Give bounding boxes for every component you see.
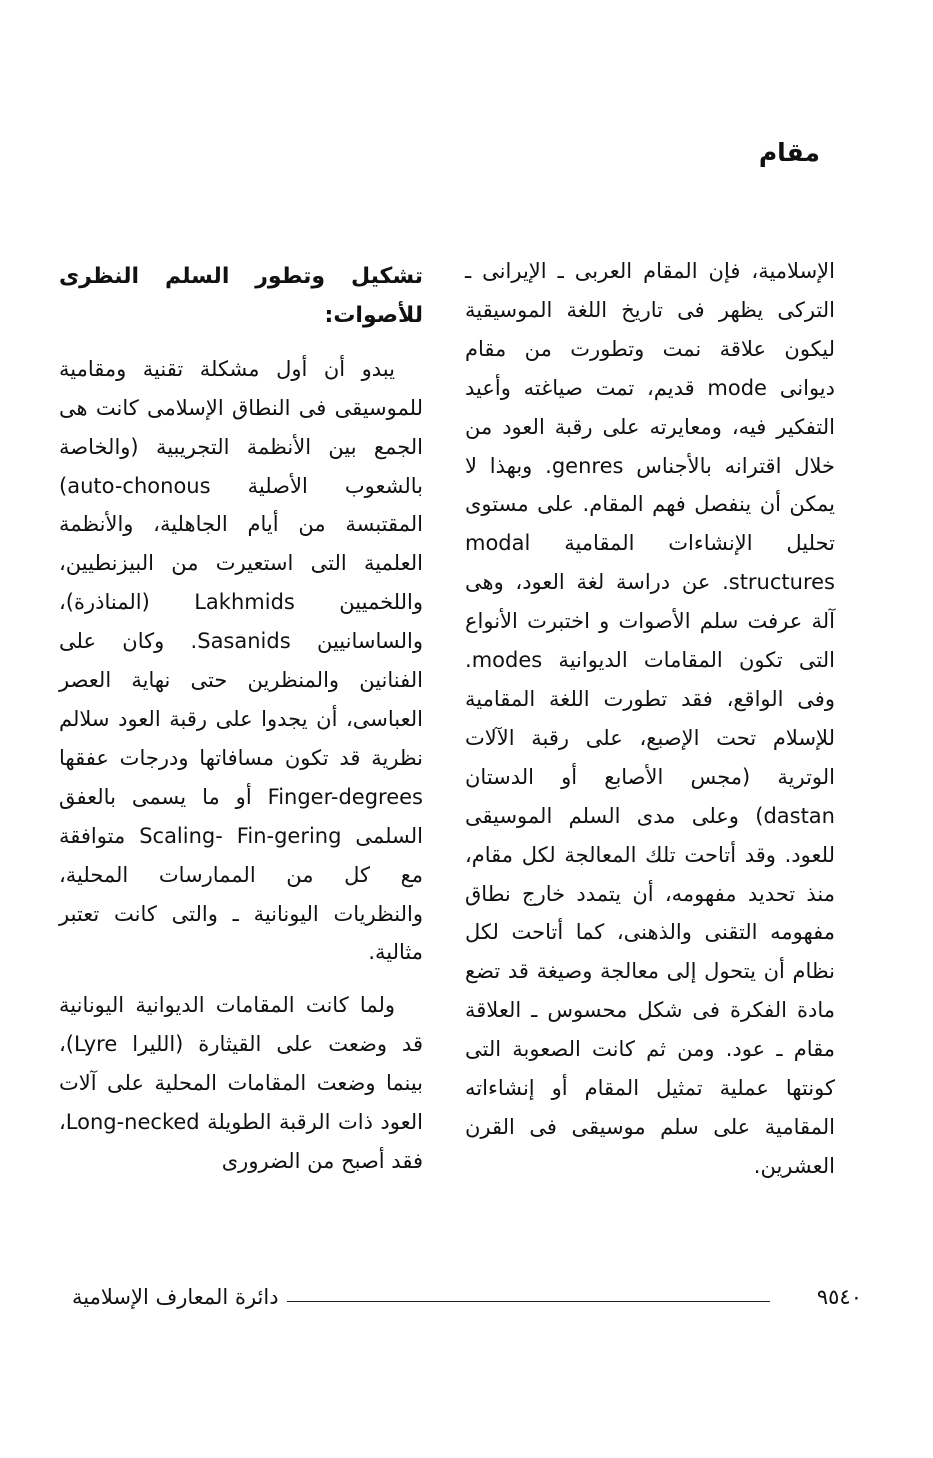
page-footer	[72, 1283, 862, 1323]
page-number: ٩٥٤٠	[816, 1285, 862, 1309]
right-column-paragraph: الإسلامية، فإن المقام العربى ـ الإيرانى ـ التركى يظهر فى تاريخ اللغة الموسيقية ليكون علاقة نمت وتطورت من مقام ديوانى mode قديم، تمت صياغته وأعيد التفكير فيه، ومعايرته على رقبة العود من خلال اقترانه بالأجناس genres. وبهذا لا يمكن أن ينفصل فهم المقام. على مستوى تحليل الإنشاءات المقامية modal structures. عن دراسة لغة العود، وهى آلة عرفت سلم الأصوات و اختبرت الأنواع التى تكون المقامات الديوانية modes. وفى الواقع، فقد تطورت اللغة المقامية للإسلام تحت الإصبع، على رقبة الآلات الوترية (مجس الأصابع أو الدستان dastan) وعلى مدى السلم الموسيقى للعود. وقد أتاحت تلك المعالجة لكل مقام، منذ تحديد مفهومه، أن يتمدد خارج نطاق مفهومه التقنى والذهنى، كما أتاحت لكل نظام أن يتحول إلى معالجة وصيغة قد تضع مادة الفكرة فى شكل محسوس ـ العلاقة مقام ـ عود. ومن ثم كانت الصعوبة التى كونتها عملية تمثيل المقام أو إنشاءاته المقامية على سلم موسيقى فى القرن العشرين.	[465, 259, 835, 1178]
left-column-paragraph-2: ولما كانت المقامات الديوانية اليونانية قد وضعت على القيثارة (الليرا Lyre)، بينما وضعت المقامات المحلية على آلات العود ذات الرقبة الطويلة Long-necked، فقد أصبح من الضرورى	[59, 993, 423, 1173]
right-column	[465, 252, 835, 1186]
publication-title: دائرة المعارف الإسلامية	[72, 1285, 279, 1309]
left-column	[59, 258, 423, 1181]
running-head: مقام	[758, 138, 820, 167]
left-column-paragraph-1: يبدو أن أول مشكلة تقنية ومقامية للموسيقى فى النطاق الإسلامى كانت هى الجمع بين الأنظمة التجريبية (والخاصة بالشعوب الأصلية auto-chonous) المقتبسة من أيام الجاهلية، والأنظمة العلمية التى استعيرت من البيزنطيين، واللخميين Lakhmids (المناذرة)، والساسانيين Sasanids. وكان على الفنانين والمنظرين حتى نهاية العصر العباسى، أن يجدوا على رقبة العود سلالم نظرية قد تكون مسافاتها ودرجات عفقها Finger-degrees أو ما يسمى بالعفق السلمى Scaling- Fin-gering متوافقة مع كل من الممارسات المحلية، والنظريات اليونانية ـ والتى كانت تعتبر مثالية.	[59, 356, 423, 965]
footer-divider	[287, 1301, 770, 1302]
section-title: تشكيل وتطور السلم النظرى للأصوات:	[59, 264, 423, 328]
